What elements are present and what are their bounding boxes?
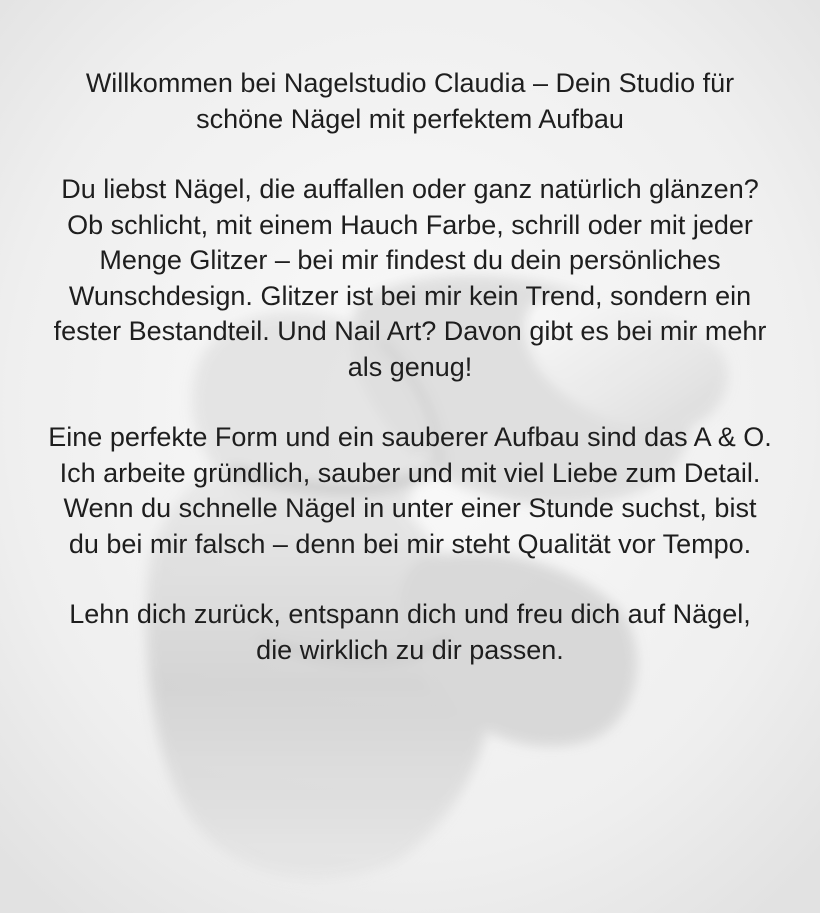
page-heading: Willkommen bei Nagelstudio Claudia – Dein Studio für schöne Nägel mit perfektem Aufbau <box>85 68 735 134</box>
paragraph-style: Du liebst Nägel, die auffallen oder ganz natürlich glänzen? Ob schlicht, mit einem Hauch Farbe, schrill oder mit jeder Menge Glitzer – bei mir findest du dein persönliches Wunschdesign. Glitzer ist bei mir kein Trend, sondern ein fester Bestandteil. Und Nail Art? Davon gibt es bei mir mehr als genug! <box>53 174 767 382</box>
intro-text-block <box>0 66 820 668</box>
paragraph-relax: Lehn dich zurück, entspann dich und freu dich auf Nägel, die wirklich zu dir passen. <box>69 599 751 665</box>
paragraph-quality: Eine perfekte Form und ein sauberer Aufbau sind das A & O. Ich arbeite gründlich, sauber und mit viel Liebe zum Detail. Wenn du schnelle Nägel in unter einer Stunde suchst, bist du bei mir falsch – denn bei mir steht Qualität vor Tempo. <box>48 422 772 559</box>
